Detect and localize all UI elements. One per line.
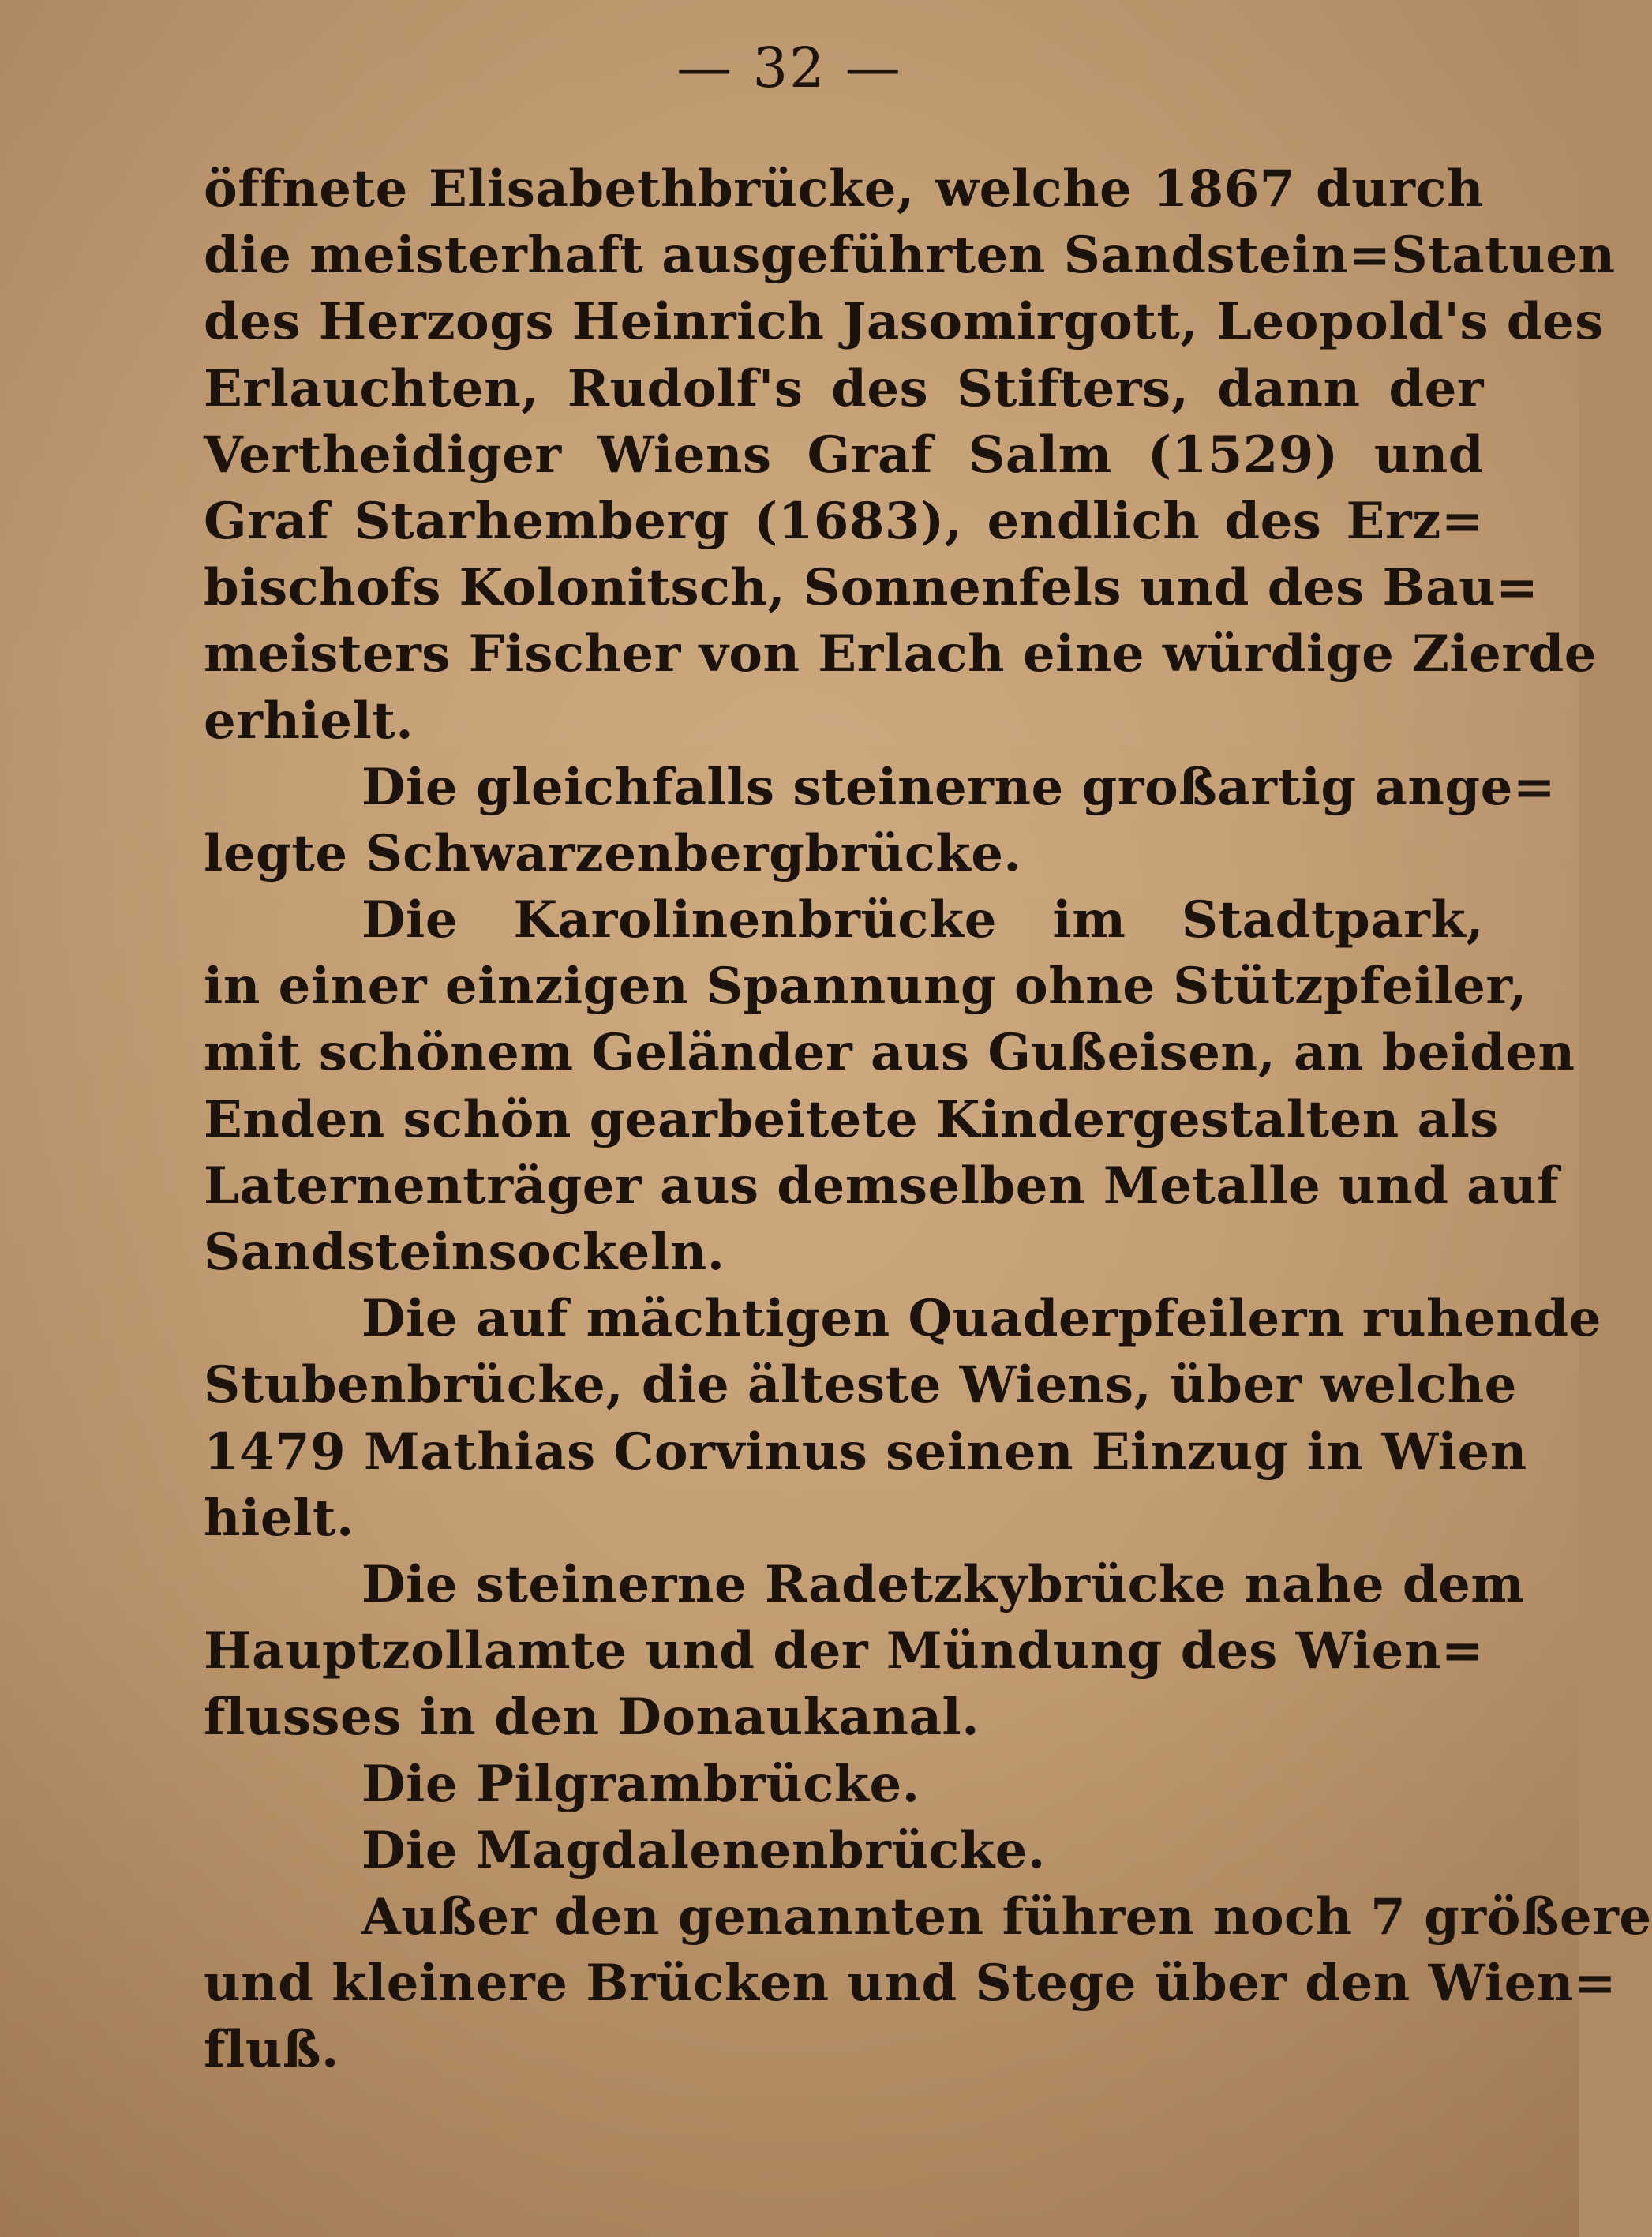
text-line: Enden schön gearbeitete Kindergestalten als — [204, 1089, 1499, 1149]
page-number: — 32 — — [676, 36, 902, 100]
text-line: Stubenbrücke, die älteste Wiens, über welche — [204, 1355, 1517, 1415]
text-line: Die Magdalenenbrücke. — [361, 1820, 1046, 1880]
text-line: Vertheidiger Wiens Graf Salm (1529) und — [204, 425, 1484, 485]
text-line: flusses in den Donaukanal. — [204, 1688, 980, 1748]
text-line: Sandsteinsockeln. — [204, 1223, 725, 1282]
text-line: in einer einzigen Spannung ohne Stützpfeiler, — [204, 957, 1527, 1017]
text-line: Laternenträger aus demselben Metalle und auf — [204, 1156, 1560, 1216]
text-line: Die Pilgrambrücke. — [361, 1754, 920, 1814]
text-line: öffnete Elisabethbrücke, welche 1867 durch — [204, 159, 1484, 219]
text-line: legte Schwarzenbergbrücke. — [204, 823, 1022, 883]
text-line: Erlauchten, Rudolf's des Stifters, dann der — [204, 358, 1484, 418]
text-line: meisters Fischer von Erlach eine würdige Zierde — [204, 624, 1597, 684]
text-line: die meisterhaft ausgeführten Sandstein=Statuen — [204, 226, 1616, 286]
text-line: fluß. — [204, 2020, 339, 2080]
text-line: Graf Starhemberg (1683), endlich des Erz= — [204, 491, 1484, 551]
text-line: Außer den genannten führen noch 7 größere — [361, 1887, 1652, 1947]
text-line: hielt. — [204, 1488, 354, 1548]
text-line: Die auf mächtigen Quaderpfeilern ruhende — [361, 1289, 1601, 1349]
body-text — [204, 156, 1652, 2083]
text-line: und kleinere Brücken und Stege über den Wien= — [204, 1954, 1616, 2014]
text-line: erhielt. — [204, 691, 414, 751]
text-line: mit schönem Geländer aus Gußeisen, an beiden — [204, 1023, 1575, 1083]
text-line: Die steinerne Radetzkybrücke nahe dem — [361, 1554, 1525, 1614]
text-line: Die gleichfalls steinerne großartig ange= — [361, 757, 1556, 817]
text-line: des Herzogs Heinrich Jasomirgott, Leopold's des — [204, 292, 1604, 352]
text-line: Die Karolinenbrücke im Stadtpark, — [361, 890, 1484, 950]
text-line: 1479 Mathias Corvinus seinen Einzug in Wien — [204, 1422, 1527, 1482]
text-line: bischofs Kolonitsch, Sonnenfels und des Bau= — [204, 558, 1539, 618]
text-line: Hauptzollamte und der Mündung des Wien= — [204, 1621, 1484, 1681]
